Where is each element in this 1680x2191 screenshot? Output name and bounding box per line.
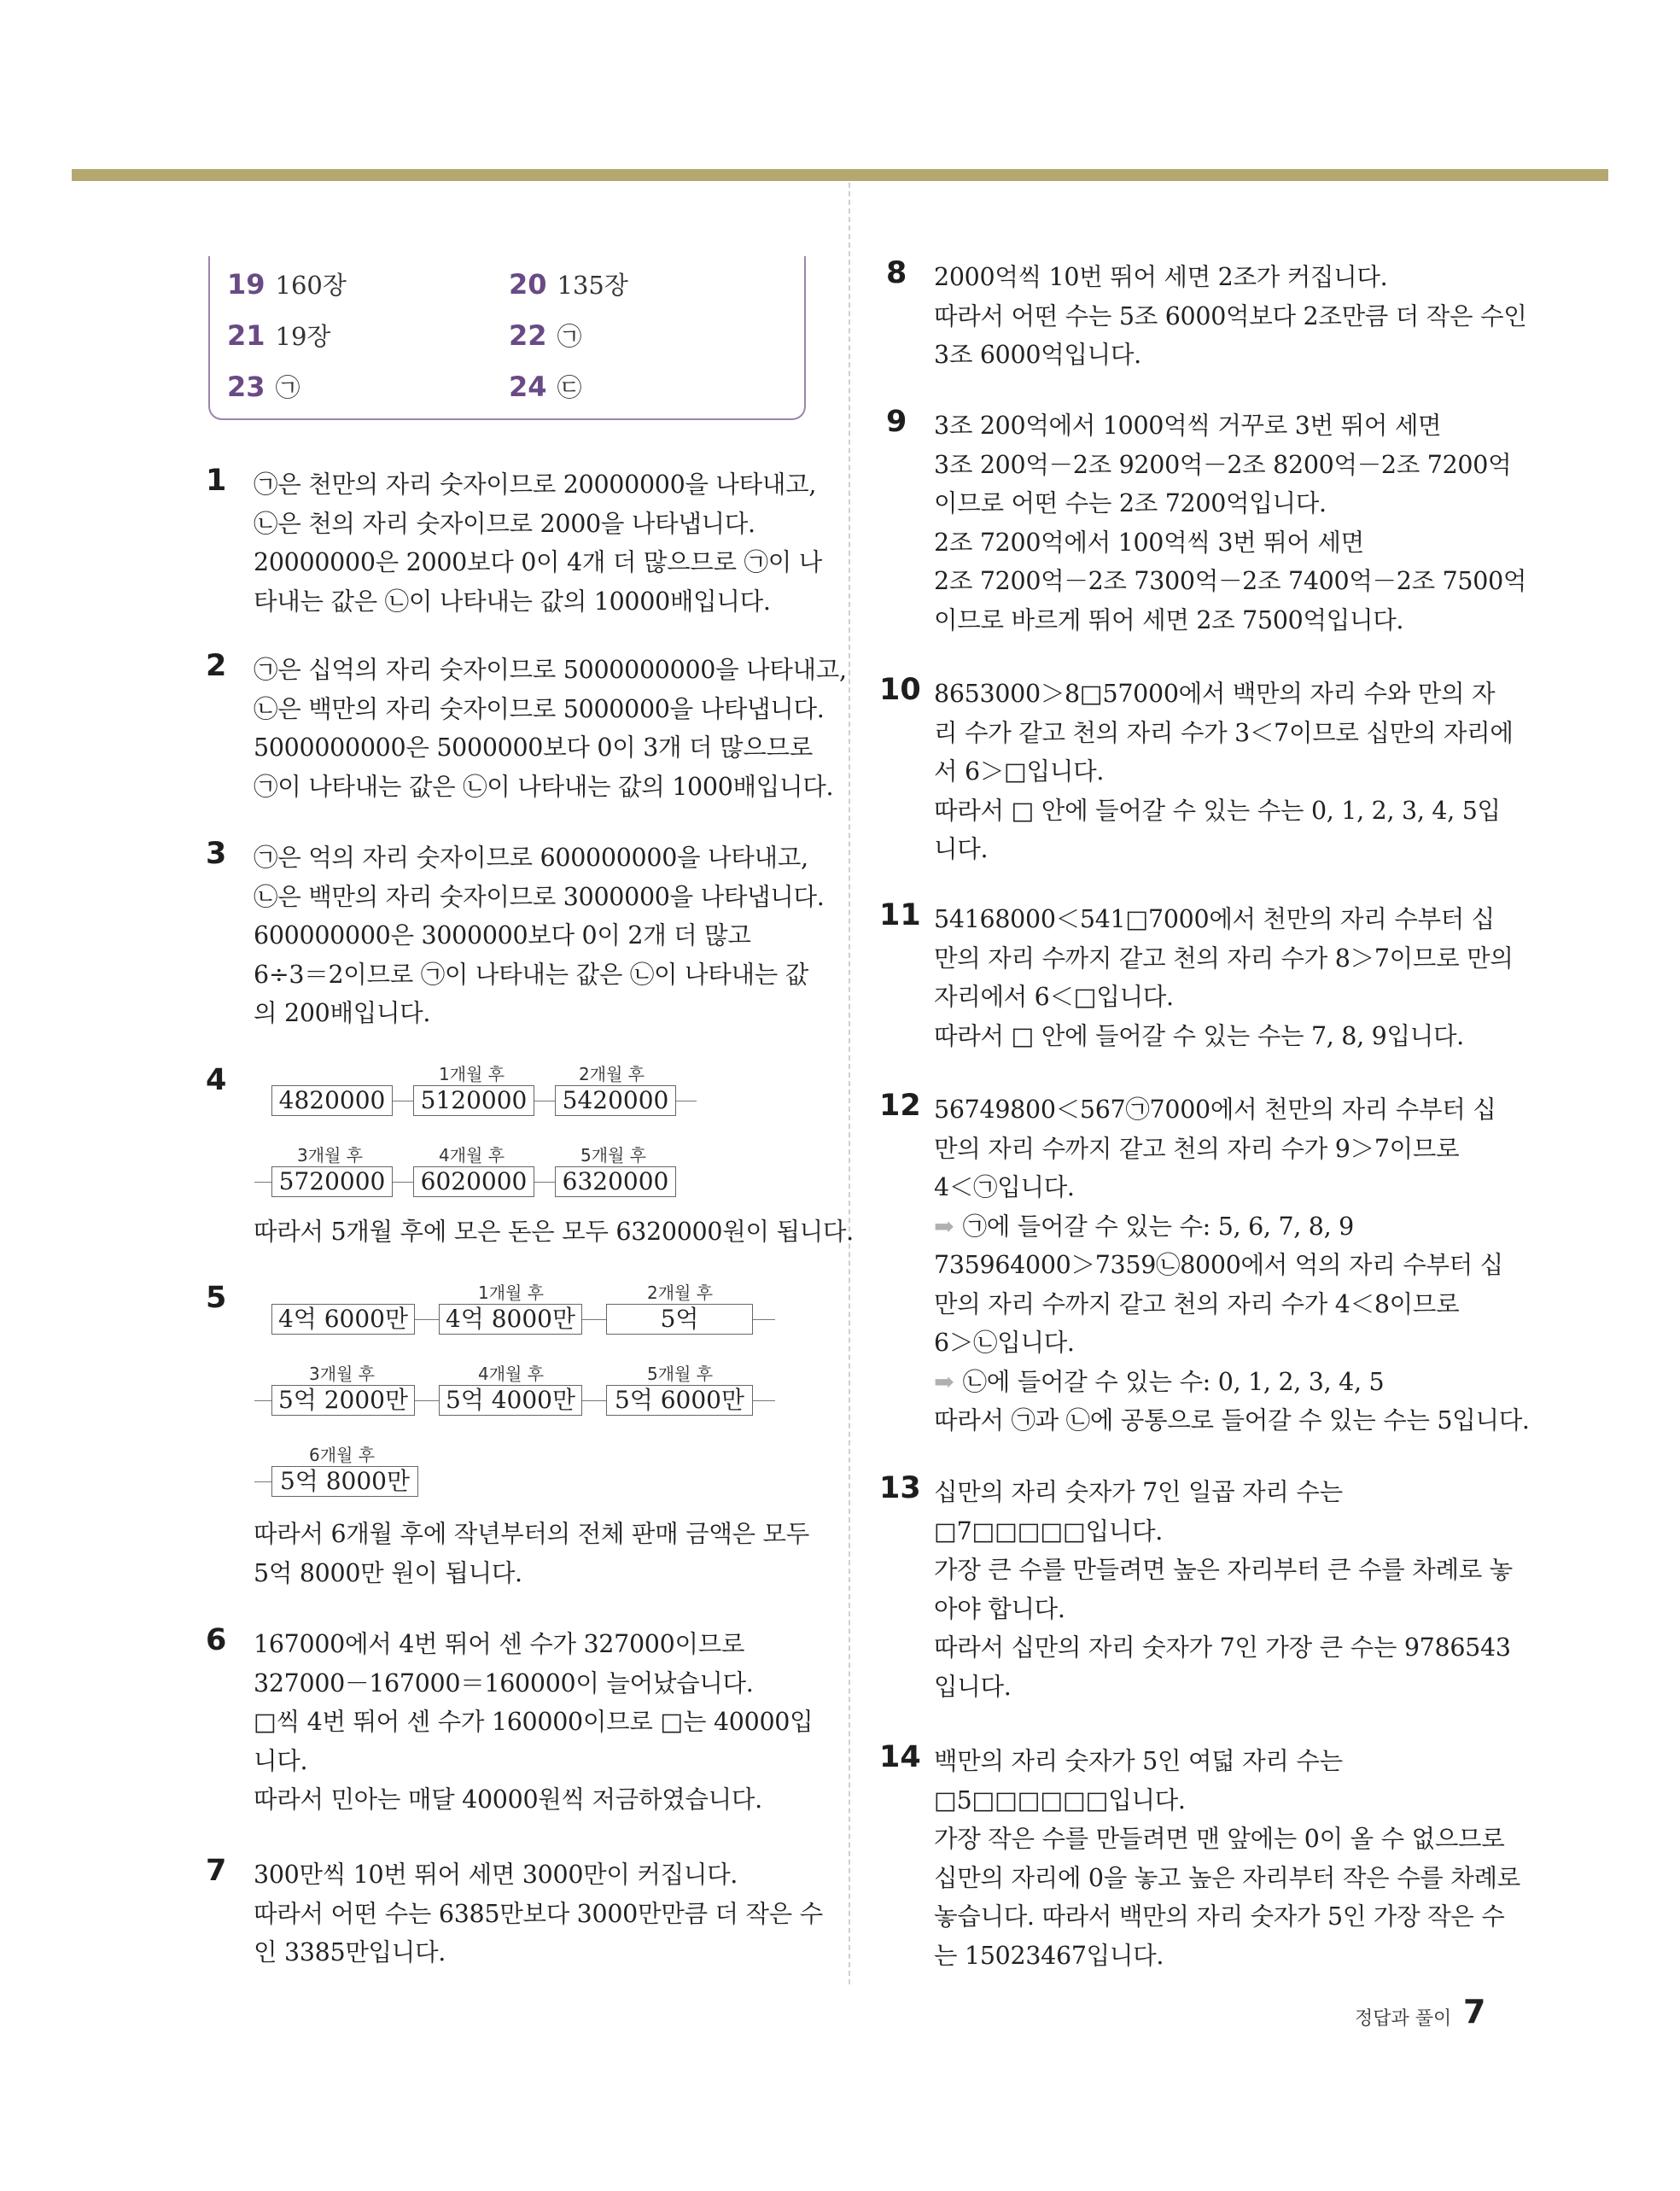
solution-line: 따라서 어떤 수는 6385만보다 3000만만큼 더 작은 수 [254,1899,823,1928]
problem-8 [886,256,1600,375]
problem-6 [206,1623,834,1820]
arrow-result-line: ➡ ㉡에 들어갈 수 있는 수: 0, 1, 2, 3, 4, 5 [934,1363,1600,1402]
solution-line: □5□□□□□□입니다. [934,1785,1186,1814]
problem-11 [879,898,1600,1055]
solution-line: 입니다. [934,1672,1012,1701]
solution-line: 만의 자리 수까지 같고 천의 자리 수가 4＜8이므로 [934,1289,1460,1318]
solution-line: 56749800＜567㉠7000에서 천만의 자리 수부터 십 [934,1096,1496,1124]
sequence-connector [753,1400,775,1401]
sequence-connector [582,1319,606,1320]
solution-line: 따라서 □ 안에 들어갈 수 있는 수는 0, 1, 2, 3, 4, 5입 [934,796,1501,825]
answer-22: 22 ㉠ [509,319,582,352]
solution-line: 이므로 바르게 뛰어 세면 2조 7500억입니다. [934,605,1404,634]
solution-line: 만의 자리 수까지 같고 천의 자리 수가 8＞7이므로 만의 [934,944,1514,973]
problem-1 [206,464,834,621]
problem-12 [879,1089,1600,1440]
problem-number: 2 [206,649,227,683]
solution-line: 4＜㉠입니다. [934,1173,1075,1201]
solution-line: 따라서 어떤 수는 5조 6000억보다 2조만큼 더 작은 수인 [934,301,1527,330]
arrow-result-line: ➡ ㉠에 들어갈 수 있는 수: 5, 6, 7, 8, 9 [934,1207,1600,1247]
problem-number: 12 [879,1089,921,1123]
solution-line: 십만의 자리에 0을 놓고 높은 자리부터 작은 수를 차례로 [934,1863,1520,1892]
problem-7 [206,1854,834,1972]
solution-line: 는 15023467입니다. [934,1941,1164,1970]
solution-line: 3조 6000억입니다. [934,341,1141,369]
problem-2 [206,649,847,806]
solution-line: ㉠은 천만의 자리 숫자이므로 20000000을 나타내고, [254,470,817,499]
answer-20: 20 135장 [509,268,628,301]
sequence-box: 5억 6000만 [606,1385,753,1416]
sequence-box: 5420000 [555,1085,676,1116]
solution-line: 6÷3＝2이므로 ㉠이 나타내는 값은 ㉡이 나타내는 값 [254,960,808,989]
solution-line: 167000에서 4번 뛰어 센 수가 327000이므로 [254,1630,745,1658]
sequence-connector [753,1319,775,1320]
footer-label: 정답과 풀이 [1355,2008,1452,2030]
sequence-label: 2개월 후 [579,1064,645,1084]
sequence-connector [582,1400,606,1401]
solution-line: □씩 4번 뛰어 센 수가 160000이므로 □는 40000입 [254,1708,814,1736]
solution-line: 5000000000은 5000000보다 0이 3개 더 많으므로 [254,733,813,762]
answer-19: 19 160장 [227,268,347,301]
solution-line: 타내는 값은 ㉡이 나타내는 값의 10000배입니다. [254,587,771,616]
problem-number: 7 [206,1854,227,1888]
problem-9 [886,405,1600,640]
solution-line: 따라서 □ 안에 들어갈 수 있는 수는 7, 8, 9입니다. [934,1021,1464,1050]
sequence-label: 1개월 후 [439,1064,505,1084]
solution-line: ㉡은 백만의 자리 숫자이므로 3000000을 나타냅니다. [254,882,825,911]
solution-line: ㉠은 억의 자리 숫자이므로 600000000을 나타내고, [254,844,808,872]
sequence-box: 6320000 [555,1166,676,1197]
sequence-connector [254,1400,271,1401]
problem-number-4: 4 [206,1063,227,1097]
problem-number-5: 5 [206,1281,227,1315]
solution-line: 따라서 십만의 자리 숫자가 7인 가장 큰 수는 9786543 [934,1633,1511,1662]
problem-number: 6 [206,1623,227,1657]
sequence-connector [393,1182,413,1183]
solution-line: 가장 큰 수를 만들려면 높은 자리부터 큰 수를 차례로 놓 [934,1556,1513,1584]
sequence-label: 5개월 후 [580,1145,647,1166]
answer-23: 23 ㉠ [227,371,300,403]
solution-line: 인 3385만입니다. [254,1938,446,1966]
solution-line: 놓습니다. 따라서 백만의 자리 숫자가 5인 가장 작은 수 [934,1902,1505,1931]
sequence-box: 5720000 [271,1166,393,1197]
problem-4-conclusion [254,1212,854,1252]
sequence-label: 4개월 후 [478,1364,545,1384]
problem-5-conclusion [254,1515,834,1592]
sequence-label: 3개월 후 [297,1145,364,1166]
solution-line: 니다. [934,835,989,863]
solution-line: 리 수가 같고 천의 자리 수가 3＜7이므로 십만의 자리에 [934,718,1514,747]
sequence-label: 5개월 후 [647,1364,714,1384]
solution-line: ㉠이 나타내는 값은 ㉡이 나타내는 값의 1000배입니다. [254,772,834,801]
sequence-connector [415,1400,439,1401]
solution-line: 이므로 어떤 수는 2조 7200억입니다. [934,489,1327,517]
solution-line: 만의 자리 수까지 같고 천의 자리 수가 9＞7이므로 [934,1134,1460,1163]
sequence-box: 5120000 [413,1085,534,1116]
solution-line: ㉠은 십억의 자리 숫자이므로 5000000000을 나타내고, [254,656,847,684]
solution-line: 8653000＞8□57000에서 백만의 자리 수와 만의 자 [934,680,1496,708]
answer-21: 21 19장 [227,319,331,352]
solution-line: 서 6＞□입니다. [934,757,1105,786]
solution-line: 자리에서 6＜□입니다. [934,983,1174,1011]
solution-line: 20000000은 2000보다 0이 4개 더 많으므로 ㉠이 나 [254,548,822,576]
sequence-connector [534,1182,555,1183]
sequence-label: 4개월 후 [439,1145,505,1166]
solution-line: 따라서 ㉠과 ㉡에 공통으로 들어갈 수 있는 수는 5입니다. [934,1406,1530,1434]
solution-line: 가장 작은 수를 만들려면 맨 앞에는 0이 올 수 없으므로 [934,1825,1505,1853]
solution-line: ㉡은 천의 자리 숫자이므로 2000을 나타냅니다. [254,509,755,538]
sequence-connector [415,1319,439,1320]
solution-line: 따라서 5개월 후에 모은 돈은 모두 6320000원이 됩니다. [254,1218,854,1246]
solution-line: 2000억씩 10번 뛰어 세면 2조가 커집니다. [934,263,1388,291]
solution-line: 3조 200억－2조 9200억－2조 8200억－2조 7200억 [934,450,1512,479]
solution-line: 따라서 6개월 후에 작년부터의 전체 판매 금액은 모두 [254,1520,810,1548]
sequence-box: 4억 8000만 [439,1304,582,1335]
sequence-label: 2개월 후 [647,1282,714,1303]
sequence-connector [254,1481,271,1482]
problem-number: 9 [886,405,907,439]
sequence-box: 5억 [606,1304,753,1335]
solution-line: 백만의 자리 숫자가 5인 여덟 자리 수는 [934,1747,1343,1775]
solution-line: 300만씩 10번 뛰어 세면 3000만이 커집니다. [254,1861,738,1889]
problem-number: 10 [879,673,921,707]
solution-line: 2조 7200억에서 100억씩 3번 뛰어 세면 [934,528,1364,557]
sequence-box: 5억 8000만 [271,1466,418,1497]
solution-line: 327000－167000＝160000이 늘어났습니다. [254,1668,754,1697]
solution-line: 6＞㉡입니다. [934,1329,1075,1357]
problem-10 [879,673,1600,869]
problem-number: 1 [206,464,227,498]
problem-13 [879,1471,1600,1706]
answer-24: 24 ㉢ [509,371,582,403]
problem-number: 11 [879,898,921,932]
page-number: 7 [1463,1993,1486,2030]
sequence-box: 6020000 [413,1166,534,1197]
column-divider [849,183,850,1984]
solution-line: 따라서 민아는 매달 40000원씩 저금하였습니다. [254,1785,762,1814]
solution-line: 의 200배입니다. [254,999,431,1027]
problem-number: 13 [879,1471,921,1505]
problem-number: 8 [886,256,907,290]
sequence-label: 3개월 후 [309,1364,376,1384]
solution-line: 54168000＜541□7000에서 천만의 자리 수부터 십 [934,905,1495,933]
solution-line: 600000000은 3000000보다 0이 2개 더 많고 [254,921,751,949]
solution-line: 니다. [254,1746,308,1775]
solution-line: □7□□□□□입니다. [934,1516,1164,1545]
solution-line: ㉡은 백만의 자리 숫자이므로 5000000을 나타냅니다. [254,694,825,723]
problem-14 [879,1740,1600,1975]
solution-line: 2조 7200억－2조 7300억－2조 7400억－2조 7500억 [934,567,1527,595]
solution-line: 735964000＞7359㉡8000에서 억의 자리 수부터 십 [934,1251,1503,1279]
sequence-connector [254,1182,271,1183]
problem-number: 14 [879,1740,921,1774]
problem-number: 3 [206,837,227,871]
header-bar [72,169,1608,181]
sequence-label: 1개월 후 [478,1282,545,1303]
sequence-box: 4820000 [271,1085,393,1116]
sequence-label: 6개월 후 [309,1445,376,1465]
sequence-box: 5억 4000만 [439,1385,582,1416]
solution-line: 아야 합니다. [934,1594,1065,1623]
solution-line: 5억 8000만 원이 됩니다. [254,1558,522,1587]
solution-line: 3조 200억에서 1000억씩 거꾸로 3번 뛰어 세면 [934,412,1442,440]
sequence-box: 5억 2000만 [271,1385,415,1416]
solution-line: 십만의 자리 숫자가 7인 일곱 자리 수는 [934,1478,1343,1506]
sequence-box: 4억 6000만 [271,1304,415,1335]
problem-3 [206,837,834,1033]
